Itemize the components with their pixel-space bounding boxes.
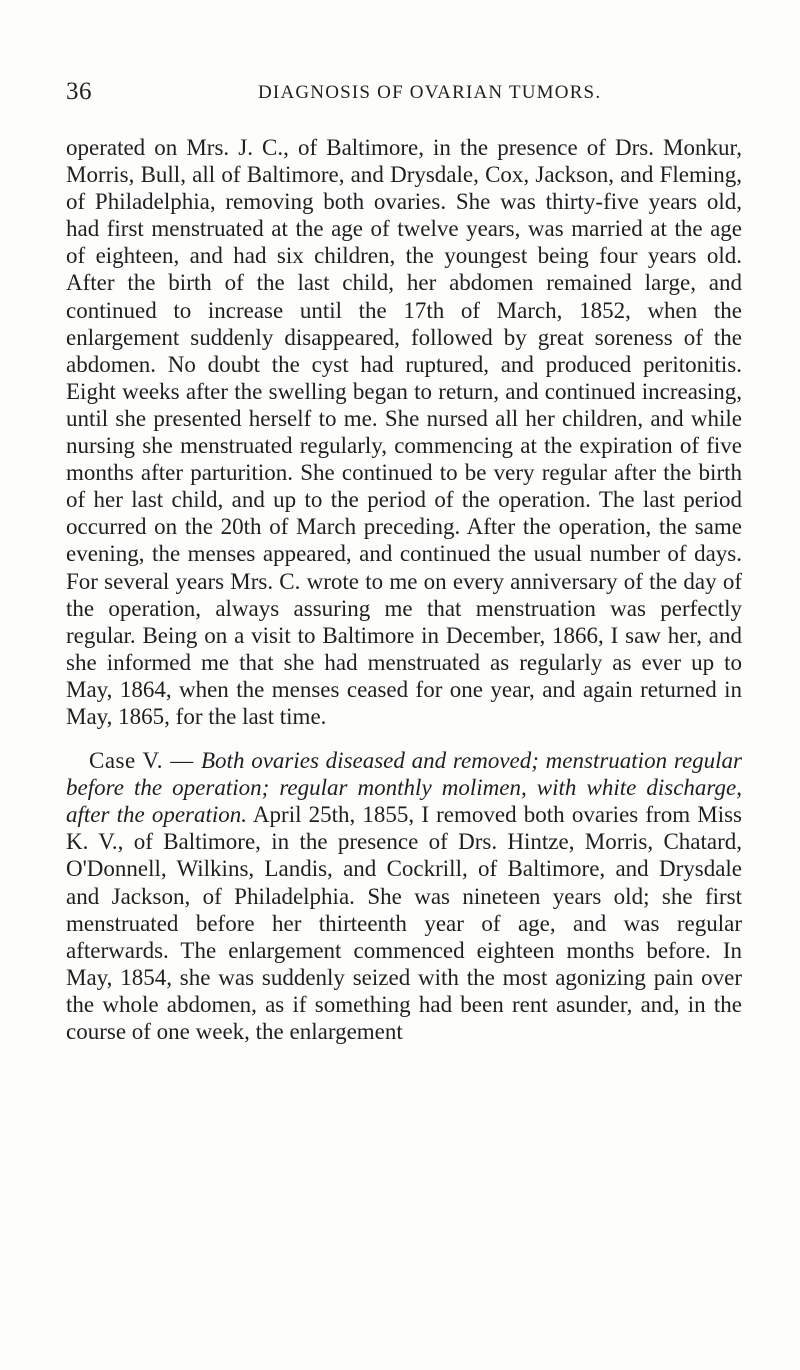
paragraph-continuation: operated on Mrs. J. C., of Baltimore, in the presence of Drs. Monkur, Morris, Bull, all of Baltimore, and Drysdale, Cox, Jackson, and Fleming, of Philadelphia, removing both ovaries. She was thirty-five years old, had first menstruated at the age of twelve years, was married at the age of eighteen, and had six children, the youngest being four years old. After the birth of the last child, her abdomen remained large, and continued to increase until the 17th of March, 1852, when the enlargement suddenly disappeared, followed by great soreness of the abdomen. No doubt the cyst had ruptured, and produced peritonitis. Eight weeks after the swelling began to return, and continued increasing, until she presented herself to me. She nursed all her children, and while nursing she menstruated regularly, commencing at the expiration of five months after parturition. She continued to be very regular after the birth of her last child, and up to the period of the operation. The last period occurred on the 20th of March preceding. After the operation, the same evening, the menses appeared, and continued the usual number of days. For several years Mrs. C. wrote to me on every anniversary of the day of the operation, always assuring me that menstruation was perfectly regular. Being on a visit to Baltimore in December, 1866, I saw her, and she informed me that she had menstruated as regularly as ever up to May, 1864, when the menses ceased for one year, and again returned in May, 1865, for the last time. <box>66 135 742 729</box>
case-label: Case V. — <box>89 748 201 774</box>
page-number: 36 <box>66 78 92 105</box>
paragraph-spacer <box>66 730 742 747</box>
case-title: Both ovaries diseased and removed; menstruation regular before the operation; regular monthly molimen, with white discharge, after the operation. <box>66 748 742 828</box>
body-text <box>66 134 742 1045</box>
running-title: DIAGNOSIS OF OVARIAN TUMORS. <box>258 82 602 103</box>
case-text: April 25th, 1855, I removed both ovaries from Miss K. V., of Baltimore, in the presence of Drs. Hintze, Morris, Chatard, O'Donnell, Wilkins, Landis, and Cockrill, of Baltimore, and Drysdale and Jackson, of Philadelphia. She was nineteen years old; she first menstruated before her thirteenth year of age, and was regular afterwards. The enlargement commenced eighteen months before. In May, 1854, she was suddenly seized with the most agonizing pain over the whole abdomen, as if something had been rent asunder, and, in the course of one week, the enlargement <box>66 802 742 1044</box>
case-v-paragraph <box>66 747 742 1045</box>
running-header <box>66 78 746 108</box>
